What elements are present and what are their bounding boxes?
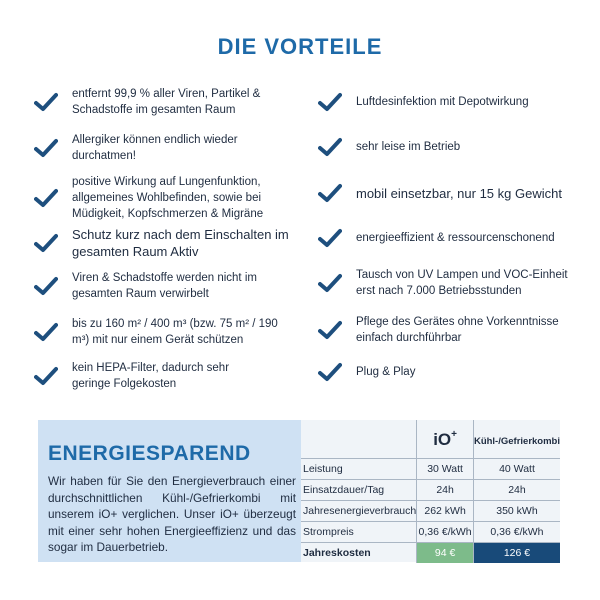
- list-item: [318, 314, 588, 346]
- annual-cost-fridge: 126 €: [473, 543, 560, 564]
- advantage-text: mobil einsetzbar, nur 15 kg Gewicht: [356, 185, 562, 201]
- list-item: [34, 132, 304, 164]
- advantage-text: Plug & Play: [356, 366, 416, 378]
- list-item: [318, 362, 588, 382]
- row-label: Leistung: [301, 459, 417, 480]
- energy-saving-panel: [38, 420, 301, 562]
- advantage-text: Luftdesinfektion mit Depotwirkung: [356, 96, 529, 108]
- checkmark-icon: [34, 188, 58, 208]
- checkmark-icon: [34, 92, 58, 112]
- advantage-text: bis zu 160 m² / 400 m³ (bzw. 75 m² / 190 m³) mit nur einem Gerät schützen: [72, 318, 278, 346]
- checkmark-icon: [34, 233, 58, 253]
- list-item: [34, 316, 304, 348]
- advantage-text: Schutz kurz nach dem Einschalten im gesamten Raum Aktiv: [72, 227, 289, 259]
- list-item: [318, 92, 588, 112]
- row-value-fridge: 40 Watt: [473, 459, 560, 480]
- row-value-io: 0,36 €/kWh: [417, 522, 474, 543]
- checkmark-icon: [318, 137, 342, 157]
- table-row: [301, 459, 560, 480]
- row-value-fridge: 350 kWh: [473, 501, 560, 522]
- page-title: DIE VORTEILE: [217, 34, 383, 59]
- checkmark-icon: [34, 366, 58, 386]
- checkmark-icon: [318, 273, 342, 293]
- list-item: [318, 267, 588, 299]
- advantage-text: positive Wirkung auf Lungenfunktion, allgemeines Wohlbefinden, sowie bei Müdigkeit, Kopfschmerzen & Migräne: [72, 176, 264, 220]
- advantage-text: entfernt 99,9 % aller Viren, Partikel & Schadstoffe im gesamten Raum: [72, 88, 261, 116]
- energy-description: Wir haben für Sie den Energieverbrauch einer durchschnittlichen Kühl-/Gefrierkombi mit unserem iO+ verglichen. Unser iO+ überzeugt mit einer sehr hohen Energieeffizienz und das sogar im Dauerbetrieb.: [48, 474, 296, 554]
- row-value-fridge: 24h: [473, 480, 560, 501]
- table-row: [301, 522, 560, 543]
- list-item: [34, 360, 304, 392]
- row-value-io: 24h: [417, 480, 474, 501]
- checkmark-icon: [34, 322, 58, 342]
- row-label: Jahresenergieverbrauch: [301, 501, 417, 522]
- annual-cost-io: 94 €: [417, 543, 474, 564]
- list-item: [34, 174, 304, 222]
- table-header-row: [301, 420, 560, 459]
- checkmark-icon: [318, 228, 342, 248]
- energy-heading: ENERGIESPAREND: [48, 442, 251, 465]
- table-row: [301, 480, 560, 501]
- advantage-text: energieeffizient & ressourcenschonend: [356, 232, 555, 244]
- list-item: [318, 228, 588, 248]
- checkmark-icon: [318, 362, 342, 382]
- advantage-text: Viren & Schadstoffe werden nicht im gesamten Raum verwirbelt: [72, 272, 257, 300]
- row-value-fridge: 0,36 €/kWh: [473, 522, 560, 543]
- row-value-io: 262 kWh: [417, 501, 474, 522]
- table-row: [301, 501, 560, 522]
- list-item: [34, 226, 304, 260]
- column-header-io: iO+: [417, 420, 474, 459]
- checkmark-icon: [318, 92, 342, 112]
- advantage-text: kein HEPA-Filter, dadurch sehr geringe Folgekosten: [72, 362, 230, 390]
- row-label: Einsatzdauer/Tag: [301, 480, 417, 501]
- row-value-io: 30 Watt: [417, 459, 474, 480]
- checkmark-icon: [34, 138, 58, 158]
- advantage-text: Allergiker können endlich wieder durchatmen!: [72, 134, 238, 162]
- list-item: [318, 183, 588, 203]
- advantage-text: sehr leise im Betrieb: [356, 141, 461, 153]
- advantage-text: Pflege des Gerätes ohne Vorkenntnisse einfach durchführbar: [356, 316, 559, 344]
- list-item: [318, 137, 588, 157]
- checkmark-icon: [318, 320, 342, 340]
- advantage-text: Tausch von UV Lampen und VOC-Einheit erst nach 7.000 Betriebsstunden: [356, 269, 568, 297]
- column-header-fridge: Kühl-/Gefrierkombi: [473, 420, 560, 459]
- table-row-total: [301, 543, 560, 564]
- list-item: [34, 86, 304, 118]
- checkmark-icon: [318, 183, 342, 203]
- row-label: Jahreskosten: [303, 547, 371, 559]
- checkmark-icon: [34, 276, 58, 296]
- list-item: [34, 270, 304, 302]
- row-label: Strompreis: [301, 522, 417, 543]
- cost-comparison-table: [301, 420, 560, 562]
